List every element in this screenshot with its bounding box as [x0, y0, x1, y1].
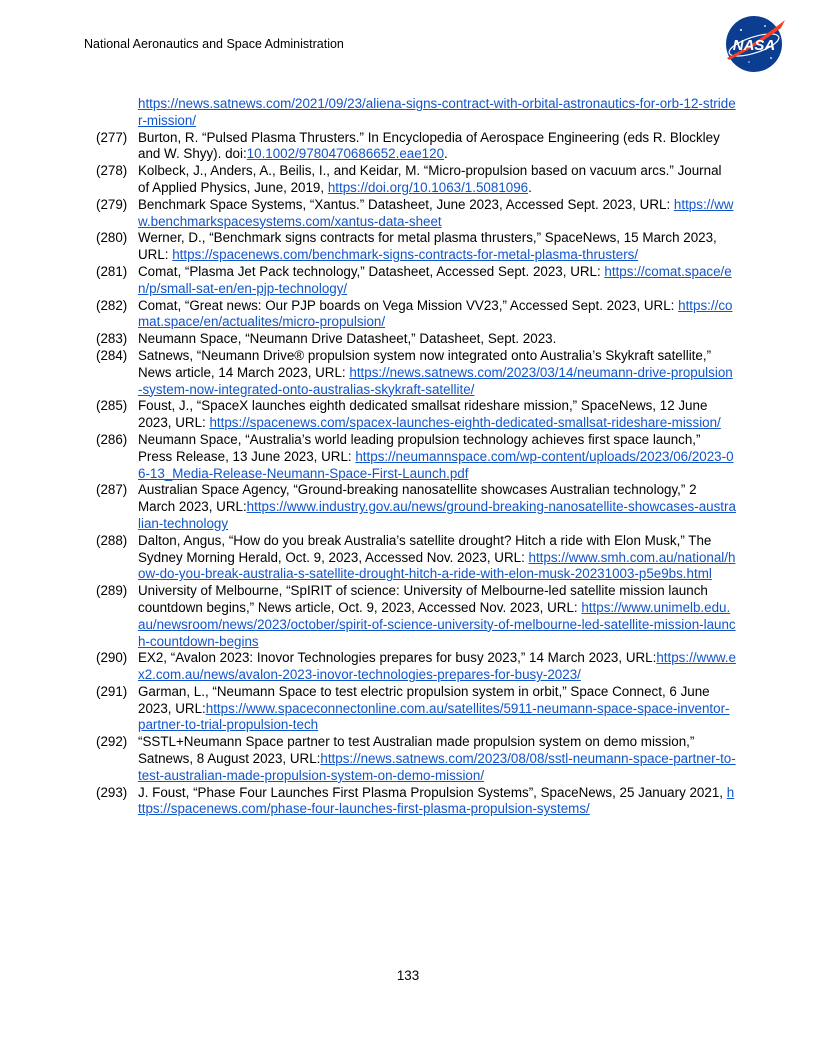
reference-item: [96, 331, 736, 348]
reference-number: (284): [96, 347, 128, 363]
reference-body: [138, 432, 736, 482]
reference-item: [96, 398, 736, 432]
reference-body: [138, 684, 736, 734]
reference-text: Garman, L., “Neumann Space to test electric propulsion system in orbit,” Space Connect, 6 June 2023, URL:: [138, 683, 710, 716]
reference-number: (289): [96, 583, 128, 599]
reference-text: Satnews, “Neumann Drive® propulsion system now integrated onto Australia’s Skykraft satellite,” News article, 14 March 2023, URL:: [138, 347, 712, 380]
reference-link[interactable]: https://spacenews.com/spacex-launches-eighth-dedicated-smallsat-rideshare-mission/: [209, 415, 721, 431]
reference-item: [96, 583, 736, 650]
reference-body: [138, 533, 736, 583]
reference-link[interactable]: https://comat.space/en/p/small-sat-en/en-pjp-technology/: [138, 263, 732, 296]
reference-text: University of Melbourne, “SpIRIT of science: University of Melbourne-led satellite mission launch countdown begins,” News article, Oct. 9, 2023, Accessed Nov. 2023, URL:: [138, 583, 708, 615]
reference-text: Werner, D., “Benchmark signs contracts for metal plasma thrusters,” SpaceNews, 15 March 2023, URL:: [138, 230, 717, 263]
reference-trailing-text: .: [528, 179, 532, 195]
reference-number: (292): [96, 734, 128, 750]
reference-number: (283): [96, 331, 128, 347]
reference-item: [96, 298, 736, 332]
reference-text: Benchmark Space Systems, “Xantus.” Datasheet, June 2023, Accessed Sept. 2023, URL:: [138, 196, 674, 212]
reference-text: J. Foust, “Phase Four Launches First Plasma Propulsion Systems”, SpaceNews, 25 January 2021,: [138, 784, 727, 800]
reference-number: (290): [96, 650, 128, 666]
reference-body: [138, 163, 736, 197]
reference-text: Dalton, Angus, “How do you break Australia’s satellite drought? Hitch a ride with Elon Musk,” The Sydney Morning Herald, Oct. 9, 2023, Accessed Nov. 2023, URL:: [138, 532, 712, 565]
reference-item: [96, 734, 736, 784]
reference-item: [96, 163, 736, 197]
reference-body: [138, 348, 736, 398]
reference-link[interactable]: https://www.spaceconnectonline.com.au/satellites/5911-neumann-space-space-inventor-partner-to-trial-propulsion-tech: [138, 700, 730, 733]
reference-number: (287): [96, 482, 128, 498]
agency-name: National Aeronautics and Space Administration: [84, 37, 344, 51]
reference-body: [138, 734, 736, 784]
reference-body: [138, 482, 736, 532]
reference-body: [138, 130, 736, 164]
reference-items: [96, 130, 736, 819]
reference-body: [138, 197, 736, 231]
reference-link[interactable]: https://www.industry.gov.au/news/ground-breaking-nanosatellite-showcases-australian-technology: [138, 499, 736, 531]
reference-text: Comat, “Plasma Jet Pack technology,” Datasheet, Accessed Sept. 2023, URL:: [138, 263, 605, 279]
reference-item: [96, 650, 736, 684]
reference-continuation: [96, 96, 736, 130]
reference-body: [138, 583, 736, 650]
reference-number: (280): [96, 230, 128, 246]
reference-item: [96, 482, 736, 532]
reference-link[interactable]: 10.1002/9780470686652.eae120: [246, 146, 445, 162]
reference-item: [96, 785, 736, 819]
reference-body: [138, 785, 736, 819]
reference-number: (282): [96, 297, 128, 313]
reference-number: (291): [96, 683, 128, 699]
reference-item: [96, 533, 736, 583]
reference-item: [96, 684, 736, 734]
reference-number: (279): [96, 196, 128, 212]
reference-item: [96, 230, 736, 264]
reference-link[interactable]: https://www.unimelb.edu.au/newsroom/news/2023/october/spirit-of-science-university-of-melbourne-led-satellite-mission-launch-countdown-begins: [138, 599, 736, 649]
reference-text: Neumann Space, “Australia’s world leading propulsion technology achieves first space launch,” Press Release, 13 June 2023, URL:: [138, 431, 701, 464]
reference-item: [96, 130, 736, 164]
reference-link[interactable]: https://comat.space/en/actualites/micro-propulsion/: [138, 297, 733, 330]
reference-body: [138, 298, 736, 332]
reference-item: [96, 348, 736, 398]
reference-list: [96, 96, 736, 818]
reference-text: “SSTL+Neumann Space partner to test Australian made propulsion system on demo mission,” Satnews, 8 August 2023, URL:: [138, 734, 695, 767]
nasa-logo-icon: [721, 14, 787, 74]
reference-text: Australian Space Agency, “Ground-breaking nanosatellite showcases Australian technology,” 2 March 2023, URL:: [138, 482, 697, 515]
reference-number: (288): [96, 532, 128, 548]
reference-item: [96, 197, 736, 231]
reference-number: (286): [96, 431, 128, 447]
page-number: 133: [396, 968, 420, 983]
reference-body: [138, 264, 736, 298]
reference-link[interactable]: https://www.smh.com.au/national/how-do-you-break-australia-s-satellite-drought-hitch-a-ride-with-elon-musk-20231003-p5e9bs.html: [138, 549, 736, 582]
reference-item: [96, 432, 736, 482]
reference-body: [138, 398, 736, 432]
reference-link[interactable]: https://news.satnews.com/2023/08/08/sstl-neumann-space-partner-to-test-australian-made-propulsion-system-on-demo-mission/: [138, 751, 736, 783]
reference-body: [138, 650, 736, 684]
reference-trailing-text: .: [444, 146, 448, 162]
reference-link[interactable]: https://neumannspace.com/wp-content/uploads/2023/06/2023-06-13_Media-Release-Neumann-Space-First-Launch.pdf: [138, 448, 734, 481]
reference-number: (285): [96, 398, 128, 414]
reference-text: Kolbeck, J., Anders, A., Beilis, I., and Keidar, M. “Micro-propulsion based on vacuum arcs.” Journal of Applied Physics, June, 2019,: [138, 163, 722, 195]
reference-link[interactable]: https://www.ex2.com.au/news/avalon-2023-inovor-technologies-prepares-for-busy-2023/: [138, 650, 736, 683]
reference-number: (281): [96, 263, 128, 279]
reference-number: (293): [96, 784, 128, 800]
reference-link[interactable]: https://news.satnews.com/2021/09/23/aliena-signs-contract-with-orbital-astronautics-for-orb-12-strider-mission/: [138, 96, 736, 128]
reference-text: Neumann Space, “Neumann Drive Datasheet,” Datasheet, Sept. 2023.: [138, 331, 557, 347]
reference-text: Burton, R. “Pulsed Plasma Thrusters.” In Encyclopedia of Aerospace Engineering (eds R. Blockley and W. Shyy). doi:: [138, 129, 720, 162]
reference-number: (277): [96, 129, 128, 145]
reference-link[interactable]: https://spacenews.com/phase-four-launches-first-plasma-propulsion-systems/: [138, 784, 735, 817]
reference-link[interactable]: https://www.benchmarkspacesystems.com/xantus-data-sheet: [138, 196, 734, 229]
reference-body: [138, 230, 736, 264]
reference-number: (278): [96, 163, 128, 179]
reference-link[interactable]: https://spacenews.com/benchmark-signs-contracts-for-metal-plasma-thrusters/: [172, 247, 639, 263]
reference-link[interactable]: https://news.satnews.com/2023/03/14/neumann-drive-propulsion-system-now-integrated-onto-australias-skykraft-satellite/: [138, 364, 733, 397]
reference-body: [138, 331, 736, 348]
reference-link[interactable]: https://doi.org/10.1063/1.5081096: [327, 179, 529, 195]
reference-item: [96, 264, 736, 298]
reference-text: Foust, J., “SpaceX launches eighth dedicated smallsat rideshare mission,” SpaceNews, 12 June 2023, URL:: [138, 398, 708, 431]
nasa-logo-text: NASA: [732, 37, 776, 54]
reference-text: EX2, “Avalon 2023: Inovor Technologies prepares for busy 2023,” 14 March 2023, URL:: [138, 650, 657, 666]
reference-text: Comat, “Great news: Our PJP boards on Vega Mission VV23,” Accessed Sept. 2023, URL:: [138, 297, 679, 313]
